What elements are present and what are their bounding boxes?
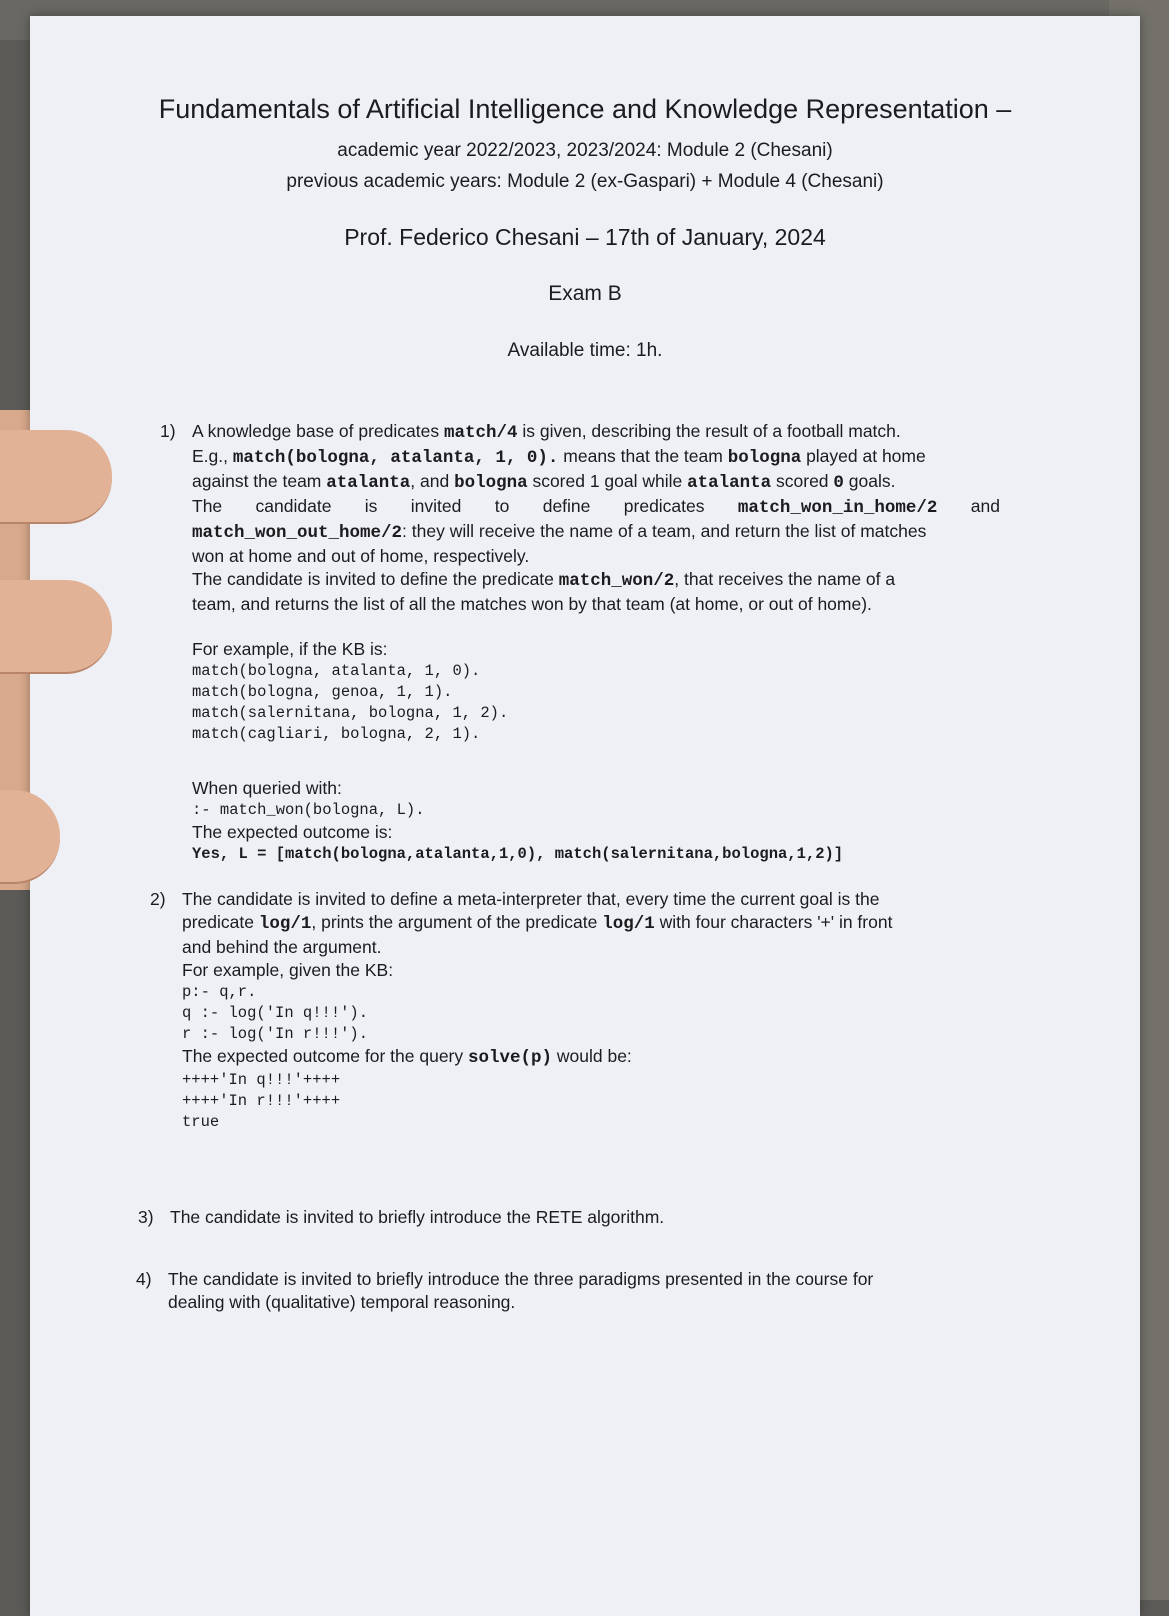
finger: [0, 580, 112, 674]
academic-year: academic year 2022/2023, 2023/2024: Module 2 (Chesani): [337, 140, 833, 161]
code-line: Yes, L = [match(bologna,atalanta,1,0), match(salernitana,bologna,1,2)]: [192, 845, 844, 863]
q1-queried-with: When queried with:: [192, 778, 342, 798]
question-number: 3): [138, 1207, 154, 1227]
q2-line: The candidate is invited to define a meta-interpreter that, every time the current goal is the: [182, 889, 880, 909]
question-2: [150, 888, 1002, 1133]
question-number: 4): [136, 1269, 152, 1289]
code-line: r :- log('In r!!!').: [182, 1025, 369, 1043]
q1-query: [192, 800, 1000, 821]
code-line: q :- log('In q!!!').: [182, 1004, 369, 1022]
question-4: [136, 1268, 1028, 1314]
q1-line: won at home and out of home, respectively.: [192, 546, 530, 566]
course-title: Fundamentals of Artificial Intelligence and Knowledge Representation –: [158, 94, 1012, 124]
code-line: match(bologna, genoa, 1, 1).: [192, 683, 453, 701]
q1-expected: The expected outcome is:: [192, 822, 393, 842]
q1-line: against the team atalanta, and bologna scored 1 goal while atalanta scored 0 goals.: [192, 471, 896, 493]
question-number: 1): [160, 421, 176, 441]
q2-output-code: [182, 1070, 1002, 1133]
question-3: [138, 1206, 1010, 1229]
code-line: ++++'In q!!!'++++: [182, 1071, 341, 1089]
q2-expected: The expected outcome for the query solve(p) would be:: [182, 1046, 632, 1068]
q2-example-intro: For example, given the KB:: [182, 960, 394, 980]
code-line: p:- q,r.: [182, 983, 257, 1001]
code-line: match(bologna, atalanta, 1, 0).: [192, 662, 481, 680]
q3-text: The candidate is invited to briefly introduce the RETE algorithm.: [170, 1207, 665, 1227]
exam-label: Exam B: [548, 282, 622, 305]
q1-line: match_won_out_home/2: they will receive the name of a team, and return the list of matches: [192, 521, 927, 543]
q1-line: The candidate is invited to define predicates match_won_in_home/2 and: [192, 496, 1001, 518]
q1-line: E.g., match(bologna, atalanta, 1, 0). means that the team bologna played at home: [192, 446, 926, 468]
q1-example-intro: For example, if the KB is:: [192, 639, 388, 659]
q2-kb-code: [182, 982, 1002, 1045]
q2-line: predicate log/1, prints the argument of the predicate log/1 with four characters '+' in front: [182, 912, 893, 934]
code-line: :- match_won(bologna, L).: [192, 801, 425, 819]
q1-line: A knowledge base of predicates match/4 is given, describing the result of a football match.: [192, 421, 901, 443]
q1-line: The candidate is invited to define the predicate match_won/2, that receives the name of a: [192, 569, 896, 591]
q1-line: team, and returns the list of all the matches won by that team (at home, or out of home).: [192, 594, 872, 614]
exam-sheet: [30, 16, 1140, 1616]
professor-date: Prof. Federico Chesani – 17th of January, 2024: [344, 224, 826, 250]
code-line: true: [182, 1113, 220, 1131]
code-line: match(salernitana, bologna, 1, 2).: [192, 704, 509, 722]
question-number: 2): [150, 889, 166, 909]
q1-outcome: [192, 844, 1000, 865]
code-line: match(cagliari, bologna, 2, 1).: [192, 725, 481, 743]
question-1: [160, 420, 1001, 865]
q4-line: dealing with (qualitative) temporal reasoning.: [168, 1292, 516, 1312]
q2-line: and behind the argument.: [182, 937, 382, 957]
available-time: Available time: 1h.: [507, 340, 663, 361]
previous-years: previous academic years: Module 2 (ex-Gaspari) + Module 4 (Chesani): [286, 171, 884, 192]
finger: [0, 430, 112, 524]
q1-kb-code: [192, 661, 1000, 745]
code-line: ++++'In r!!!'++++: [182, 1092, 341, 1110]
q4-line: The candidate is invited to briefly introduce the three paradigms presented in the course for: [168, 1269, 874, 1289]
